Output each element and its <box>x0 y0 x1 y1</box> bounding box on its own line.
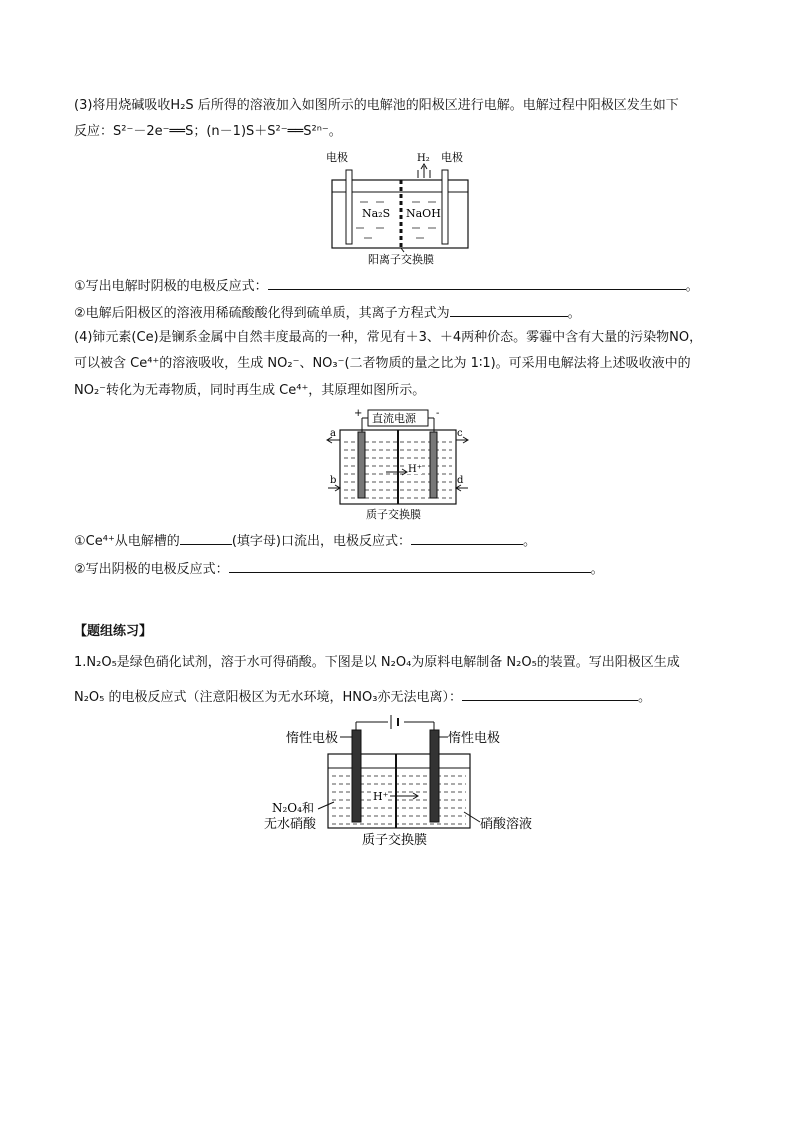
fig3-hplus: H⁺ <box>373 790 389 803</box>
fig2-hplus: H⁺ <box>408 464 422 475</box>
fig2-right-electrode <box>430 432 437 498</box>
practice-answer-blank[interactable] <box>462 686 638 701</box>
fig2-membrane-label: 质子交换膜 <box>366 508 421 521</box>
q4-line1: (4)铈元素(Ce)是镧系金属中自然丰度最高的一种，常见有＋3、＋4两种价态。雾霾中含有大量的污染物NO， <box>74 330 703 345</box>
q4-sub2-answer-blank[interactable] <box>229 558 591 573</box>
fig3-right-electrode <box>430 730 439 822</box>
fig3-left-label-2: 无水硝酸 <box>264 817 317 832</box>
fig3-left-label-1: N₂O₄和 <box>272 801 314 815</box>
fig1-left-solution: Na₂S <box>362 207 391 220</box>
q3-sub1-end: 。 <box>685 279 699 294</box>
q4-sub1-letter-blank[interactable] <box>180 530 232 545</box>
q4-line3: NO₂⁻转化为无毒物质，同时再生成 Ce⁴⁺，其原理如图所示。 <box>74 383 426 398</box>
electrolysis-cell-figure-2 <box>326 406 470 524</box>
practice-line1: 1.N₂O₅是绿色硝化试剂，溶于水可得硝酸。下图是以 N₂O₄为原料电解制备 N₂O₅的装置。写出阳极区生成 <box>74 655 680 670</box>
q4-sub1 <box>74 530 536 551</box>
fig2-port-b: b <box>330 475 337 486</box>
fig3-membrane-label: 质子交换膜 <box>362 833 428 848</box>
q3-intro: (3)将用烧碱吸收H₂S 后所得的溶液加入如图所示的电解池的阳极区进行电解。电解过程中阳极区发生如下 <box>74 98 679 113</box>
fig1-membrane-label: 阳离子交换膜 <box>368 253 434 266</box>
practice-header: 【题组练习】 <box>74 624 153 639</box>
q3-sub2-end: 。 <box>567 306 581 321</box>
q3-sub1 <box>74 275 699 296</box>
q4-sub1-end: 。 <box>522 534 536 549</box>
fig1-h2-label: H₂ <box>417 153 430 164</box>
fig2-port-a: a <box>330 428 336 439</box>
q4-sub2-text: ②写出阴极的电极反应式： <box>74 562 229 577</box>
fig2-plus: + <box>354 408 363 419</box>
fig2-left-electrode <box>358 432 365 498</box>
fig2-port-d: d <box>457 475 464 486</box>
practice-line2 <box>74 686 651 707</box>
fig1-left-electrode <box>346 170 352 244</box>
fig2-power-label: 直流电源 <box>372 412 416 425</box>
q4-sub1-text-a: ①Ce⁴⁺从电解槽的 <box>74 534 180 549</box>
fig1-right-electrode <box>442 170 448 244</box>
fig1-right-solution: NaOH <box>406 207 441 220</box>
fig1-electrode-left-label: 电极 <box>326 151 348 164</box>
fig1-electrode-right-label: 电极 <box>441 151 463 164</box>
q3-sub2 <box>74 302 581 323</box>
fig2-minus: - <box>436 408 440 419</box>
practice-line2-text: N₂O₅ 的电极反应式（注意阳极区为无水环境，HNO₃亦无法电离）： <box>74 690 462 705</box>
q4-sub2-end: 。 <box>590 562 604 577</box>
fig3-inert-right-label: 惰性电极 <box>448 731 501 746</box>
practice-line2-end: 。 <box>637 690 651 705</box>
q3-reaction: 反应：S²⁻－2e⁻══S；(n－1)S＋S²⁻══S²ⁿ⁻。 <box>74 124 342 139</box>
fig3-right-label: 硝酸溶液 <box>480 817 533 832</box>
q4-line2: 可以被含 Ce⁴⁺的溶液吸收，生成 NO₂⁻、NO₃⁻(二者物质的量之比为 1∶1)。可采用电解法将上述吸收液中的 <box>74 356 691 371</box>
fig2-port-c: c <box>457 428 463 439</box>
electrolysis-cell-figure-3 <box>252 712 542 850</box>
q3-sub1-answer-blank[interactable] <box>268 275 686 290</box>
q3-sub1-text: ①写出电解时阴极的电极反应式： <box>74 279 268 294</box>
fig3-left-electrode <box>352 730 361 822</box>
q4-sub2 <box>74 558 604 579</box>
q3-sub2-answer-blank[interactable] <box>450 302 568 317</box>
fig3-inert-left-label: 惰性电极 <box>286 731 339 746</box>
q4-sub1-text-b: (填字母)口流出，电极反应式： <box>231 534 411 549</box>
q3-sub2-text: ②电解后阳极区的溶液用稀硫酸酸化得到硫单质，其离子方程式为 <box>74 306 450 321</box>
q4-sub1-answer-blank[interactable] <box>411 530 523 545</box>
electrolysis-cell-figure-1 <box>320 148 480 266</box>
fig3-tank <box>328 754 470 828</box>
